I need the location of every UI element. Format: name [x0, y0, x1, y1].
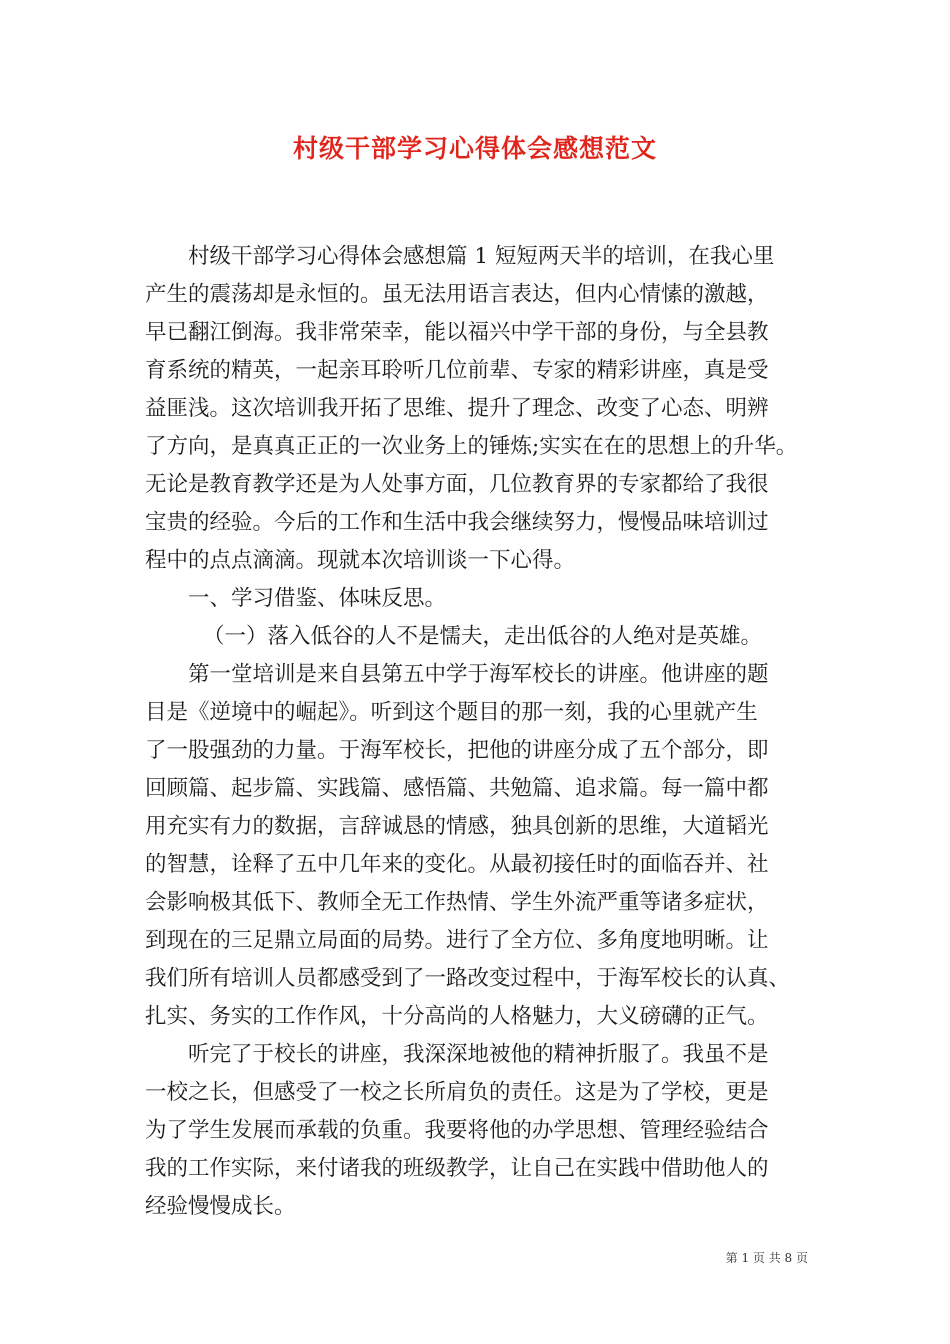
text-line: 一校之长，但感受了一校之长所肩负的责任。这是为了学校，更是 [145, 1080, 769, 1105]
text-line: 第一堂培训是来自县第五中学于海军校长的讲座。他讲座的题 [188, 662, 769, 687]
text-line: 了方向，是真真正正的一次业务上的锤炼;实实在在的思想上的升华。 [145, 434, 798, 459]
page-title: 村级干部学习心得体会感想范文 [292, 134, 657, 163]
text-line: 的智慧，诠释了五中几年来的变化。从最初接任时的面临吞并、社 [145, 852, 769, 877]
text-line: 益匪浅。这次培训我开拓了思维、提升了理念、改变了心态、明辨 [145, 396, 769, 421]
text-line: 宝贵的经验。今后的工作和生活中我会继续努力，慢慢品味培训过 [145, 510, 769, 535]
text-line: 育系统的精英，一起亲耳聆听几位前辈、专家的精彩讲座，真是受 [145, 358, 769, 383]
text-line: 早已翻江倒海。我非常荣幸，能以福兴中学干部的身份，与全县教 [145, 320, 769, 345]
subsection-heading: （一）落入低谷的人不是懦夫，走出低谷的人绝对是英雄。 [203, 624, 763, 649]
text-line: 村级干部学习心得体会感想篇 1 短短两天半的培训，在我心里 [188, 244, 775, 269]
text-line: 到现在的三足鼎立局面的局势。进行了全方位、多角度地明晰。让 [145, 928, 769, 953]
document-body [145, 238, 825, 1226]
text-line: 程中的点点滴滴。现就本次培训谈一下心得。 [145, 548, 576, 573]
text-line: 扎实、务实的工作作风，十分高尚的人格魅力，大义磅礴的正气。 [145, 1004, 769, 1029]
section-heading: 一、学习借鉴、体味反思。 [188, 586, 447, 611]
text-line: 经验慢慢成长。 [145, 1194, 296, 1219]
text-line: 为了学生发展而承载的负重。我要将他的办学思想、管理经验结合 [145, 1118, 769, 1143]
text-line: 了一股强劲的力量。于海军校长，把他的讲座分成了五个部分，即 [145, 738, 769, 763]
text-line: 回顾篇、起步篇、实践篇、感悟篇、共勉篇、追求篇。每一篇中都 [145, 776, 769, 801]
text-line: 产生的震荡却是永恒的。虽无法用语言表达，但内心情愫的激越， [145, 282, 769, 307]
text-line: 听完了于校长的讲座，我深深地被他的精神折服了。我虽不是 [188, 1042, 769, 1067]
text-line: 我的工作实际，来付诸我的班级教学，让自己在实践中借助他人的 [145, 1156, 769, 1181]
page-indicator: 第 1 页 共 8 页 [725, 1251, 808, 1265]
text-line: 用充实有力的数据，言辞诚恳的情感，独具创新的思维，大道韬光 [145, 814, 769, 839]
text-line: 我们所有培训人员都感受到了一路改变过程中，于海军校长的认真、 [145, 966, 791, 991]
text-line: 无论是教育教学还是为人处事方面，几位教育界的专家都给了我很 [145, 472, 769, 497]
text-line: 目是《逆境中的崛起》。听到这个题目的那一刻，我的心里就产生 [145, 700, 758, 725]
text-line: 会影响极其低下、教师全无工作热情、学生外流严重等诸多症状， [145, 890, 769, 915]
